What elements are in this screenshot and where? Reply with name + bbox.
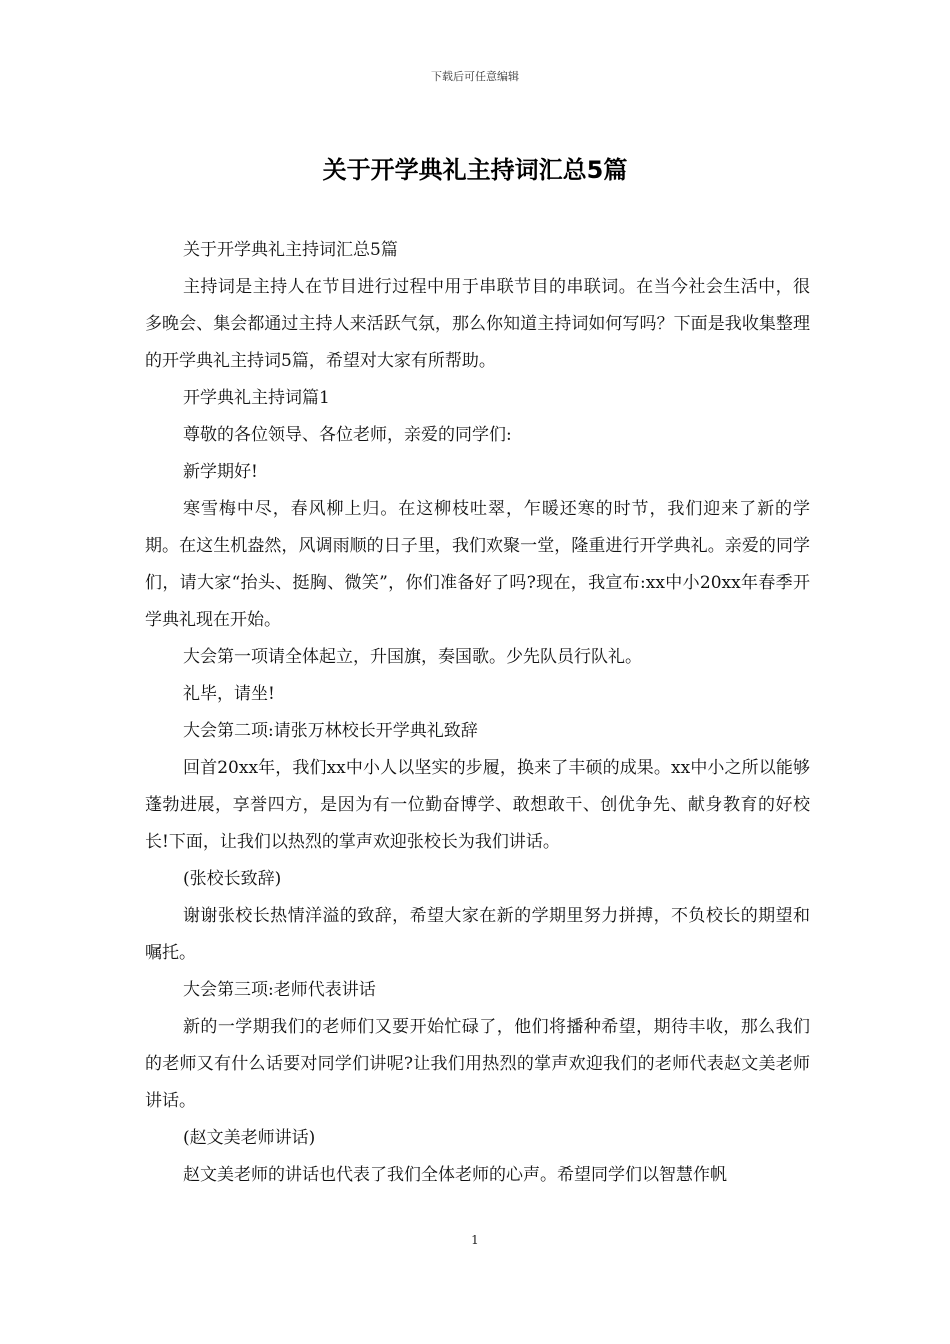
paragraph: (张校长致辞): [183, 869, 282, 889]
page-header: 下载后可任意编辑: [431, 70, 519, 83]
paragraph: 关于开学典礼主持词汇总5篇: [183, 240, 398, 260]
paragraph: 赵文美老师的讲话也代表了我们全体老师的心声。希望同学们以智慧作帆: [183, 1165, 727, 1185]
paragraph: 新学期好!: [183, 462, 258, 482]
paragraph: 新的一学期我们的老师们又要开始忙碌了，他们将播种希望，期待丰收，那么我们的老师又有什么话要对同学们讲呢?让我们用热烈的掌声欢迎我们的老师代表赵文美老师讲话。: [145, 1017, 810, 1111]
paragraph: 寒雪梅中尽，春风柳上归。在这柳枝吐翠，乍暖还寒的时节，我们迎来了新的学期。在这生机盎然，风调雨顺的日子里，我们欢聚一堂，隆重进行开学典礼。亲爱的同学们，请大家“抬头、挺胸、微笑”，你们准备好了吗?现在，我宣布:xx中小20xx年春季开学典礼现在开始。: [145, 499, 810, 630]
paragraph: 礼毕，请坐!: [183, 684, 275, 704]
paragraph: (赵文美老师讲话): [183, 1128, 316, 1148]
paragraph: 回首20xx年，我们xx中小人以坚实的步履，换来了丰硕的成果。xx中小之所以能够蓬勃进展，享誉四方，是因为有一位勤奋博学、敢想敢干、创优争先、献身教育的好校长!下面，让我们以热烈的掌声欢迎张校长为我们讲话。: [145, 758, 810, 852]
paragraph: 大会第二项:请张万林校长开学典礼致辞: [183, 721, 478, 741]
page-number: 1: [471, 1233, 479, 1247]
paragraph: 主持词是主持人在节目进行过程中用于串联节目的串联词。在当今社会生活中，很多晚会、集会都通过主持人来活跃气氛，那么你知道主持词如何写吗？下面是我收集整理的开学典礼主持词5篇，希望对大家有所帮助。: [145, 277, 810, 371]
paragraph: 尊敬的各位领导、各位老师，亲爱的同学们:: [183, 425, 512, 445]
document-body: [145, 232, 810, 1194]
paragraph: 大会第一项请全体起立，升国旗，奏国歌。少先队员行队礼。: [183, 647, 642, 667]
section-heading: 开学典礼主持词篇1: [183, 388, 330, 408]
document-title: 关于开学典礼主持词汇总5篇: [322, 156, 628, 184]
paragraph: 大会第三项:老师代表讲话: [183, 980, 376, 1000]
paragraph: 谢谢张校长热情洋溢的致辞，希望大家在新的学期里努力拼搏，不负校长的期望和嘱托。: [145, 906, 810, 963]
